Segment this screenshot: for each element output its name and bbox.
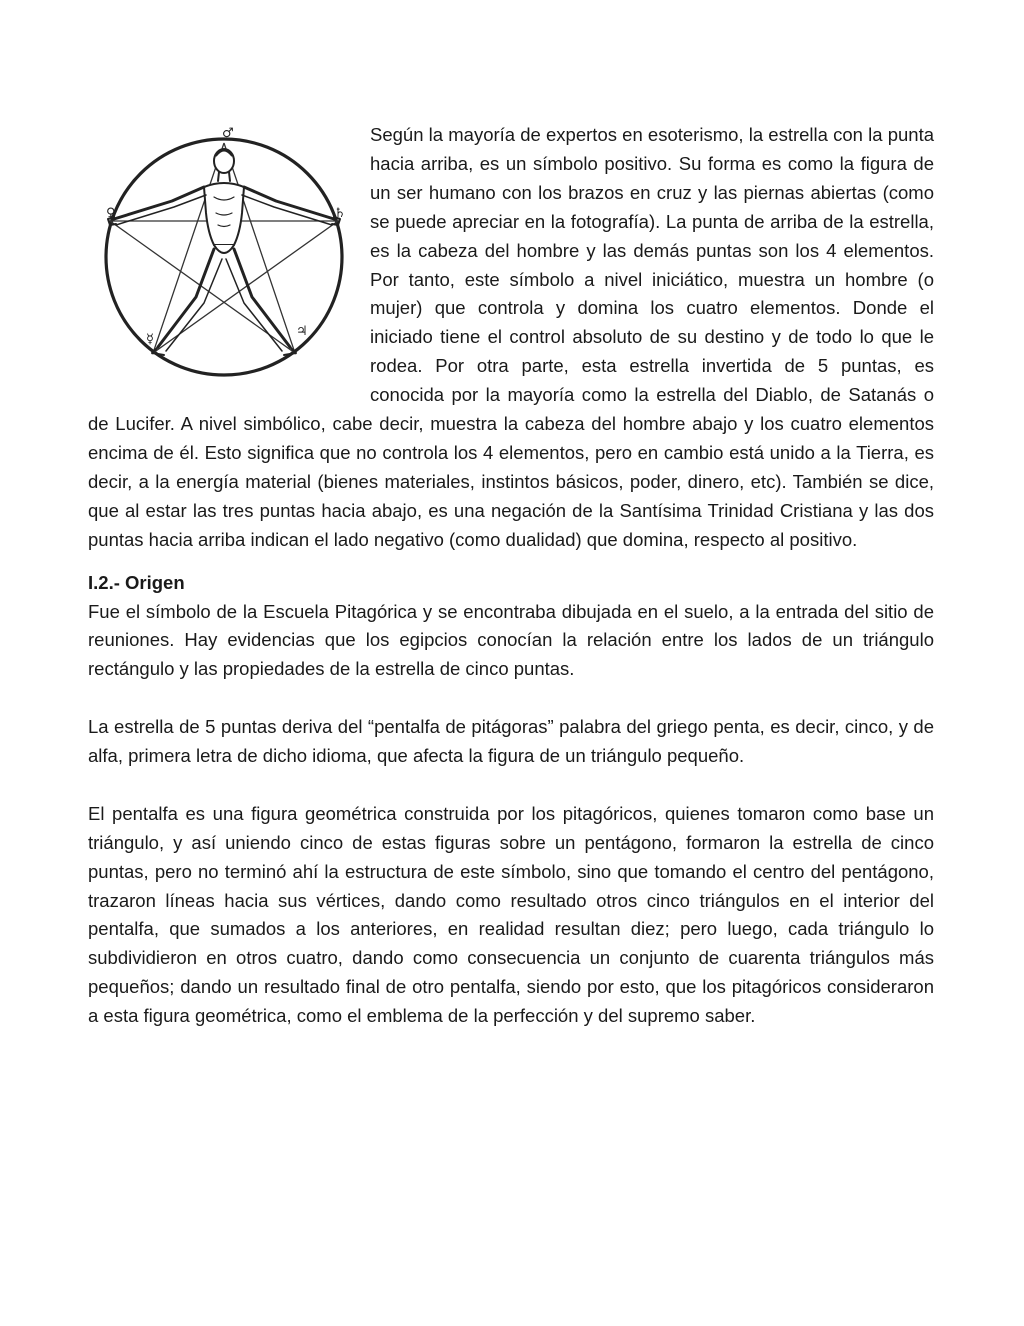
top-symbol: ♂ bbox=[222, 126, 234, 141]
left-symbol: ♀ bbox=[106, 206, 116, 221]
intro-paragraph: Según la mayoría de expertos en esoterismo, la estrella con la punta hacia arriba, es un símbolo positivo. Su forma es como la figura de un ser humano con los brazos en cruz y las piernas abiertas (como se puede apreciar en la fotografía). La punta de arriba de la estrella, es la cabeza del hombre y las demás puntas son los 4 elementos. Por tanto, este símbolo a nivel iniciático, muestra un hombre (o mujer) que controla y domina los cuatro elementos. Donde el iniciado tiene el control absoluto de su destino y de todo lo que le rodea. Por otra parte, esta estrella invertida de 5 puntas, es conocida por la mayoría como la estrella del Diablo, de Satanás o de Lucifer. A nivel simbólico, cabe decir, muestra la cabeza del hombre abajo y los cuatro elementos encima de él. Esto significa que no controla los 4 elementos, pero en cambio está unido a la Tierra, es decir, a la energía material (bienes materiales, instintos básicos, poder, dinero, etc). También se dice, que al estar las tres puntas hacia abajo, es una negación de la Santísima Trinidad Cristiana y las dos puntas hacia arriba indican el lado negativo (como dualidad) que domina, respecto al positivo. bbox=[88, 124, 934, 550]
section-heading: I.2.- Origen bbox=[88, 571, 185, 593]
document-page bbox=[88, 121, 934, 1031]
right-symbol: ♄ bbox=[334, 206, 346, 221]
pentagram-human-figure-illustration bbox=[100, 121, 348, 393]
origin-paragraph-3: El pentalfa es una figura geométrica construida por los pitagóricos, quienes tomaron como base un triángulo, y así uniendo cinco de estas figuras sobre un pentágono, formaron la estrella de cinco puntas, pero no terminó ahí la estructura de este símbolo, sino que tomando el centro del pentágono, trazaron líneas hacia sus vértices, dando como resultado otros cinco triángulos en el interior del pentalfa, que sumados a los anteriores, en realidad resultan diez; pero luego, cada triángulo lo subdividieron en otros cuatro, dando como consecuencia un conjunto de cuarenta triángulos más pequeños; dando un resultado final de otro pentalfa, siendo por esto, que los pitagóricos consideraron a esta figura geométrica, como el emblema de la perfección y del supremo saber. bbox=[88, 802, 934, 1027]
origin-paragraph-1: Fue el símbolo de la Escuela Pitagórica y se encontraba dibujada en el suelo, a la entrada del sitio de reuniones. Hay evidencias que los egipcios conocían la relación entre los lados de un triángulo rectángulo y las propiedades de la estrella de cinco puntas. bbox=[88, 600, 934, 680]
bottom-right-symbol: ♃ bbox=[296, 324, 308, 339]
pentagram-icon bbox=[100, 121, 348, 393]
bottom-left-symbol: ☿ bbox=[146, 332, 154, 347]
origin-paragraph-2: La estrella de 5 puntas deriva del “pentalfa de pitágoras” palabra del griego penta, es decir, cinco, y de alfa, primera letra de dicho idioma, que afecta la figura de un triángulo pequeño. bbox=[88, 716, 934, 767]
